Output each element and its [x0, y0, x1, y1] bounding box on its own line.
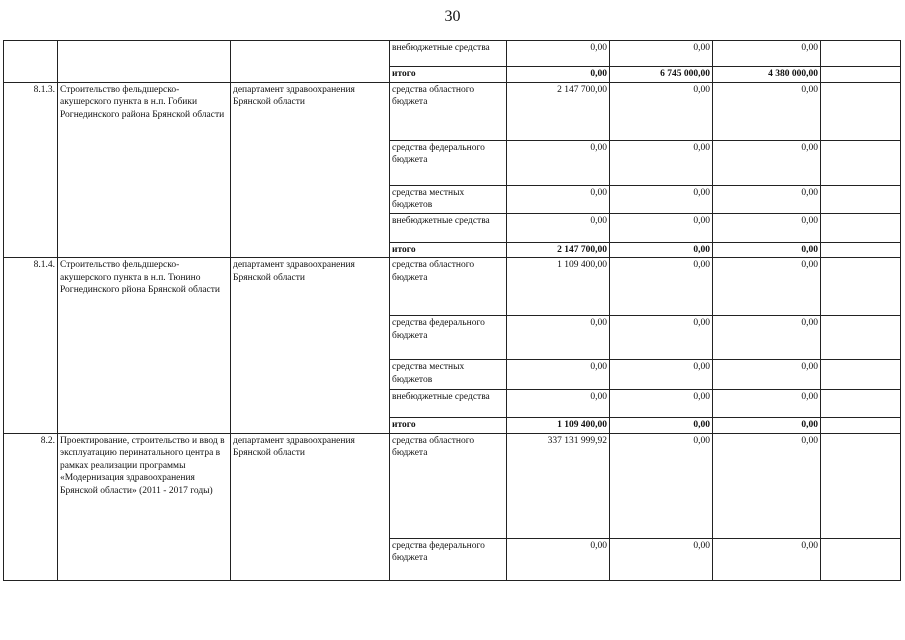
empty-cell	[821, 41, 901, 67]
empty-cell	[821, 418, 901, 434]
funding-source: средства местных бюджетов	[390, 185, 507, 213]
empty-cell	[821, 390, 901, 418]
funding-source: средства областного бюджета	[390, 258, 507, 316]
item-executor: департамент здравоохранения Брянской области	[231, 258, 390, 434]
empty-cell	[821, 258, 901, 316]
amount-col-3: 0,00	[713, 213, 821, 242]
budget-table	[3, 40, 901, 581]
page-number: 30	[444, 8, 461, 25]
amount-col-1: 0,00	[507, 213, 610, 242]
amount-col-2: 0,00	[610, 185, 713, 213]
empty-cell	[821, 433, 901, 538]
amount-col-1: 2 147 700,00	[507, 242, 610, 258]
amount-col-1: 0,00	[507, 316, 610, 360]
funding-source: средства федерального бюджета	[390, 316, 507, 360]
amount-col-2: 0,00	[610, 360, 713, 390]
item-name	[58, 41, 231, 83]
empty-cell	[821, 316, 901, 360]
item-name: Строительство фельдшерско-акушерского пункта в н.п. Гобики Рогнединского района Брянской области	[58, 82, 231, 258]
funding-source: внебюджетные средства	[390, 390, 507, 418]
amount-col-3: 0,00	[713, 316, 821, 360]
amount-col-1: 0,00	[507, 185, 610, 213]
amount-col-3: 0,00	[713, 538, 821, 580]
empty-cell	[821, 140, 901, 185]
table-row	[4, 258, 901, 316]
item-name: Проектирование, строительство и ввод в эксплуатацию перинатального центра в рамках реализации программы «Модернизация здравоохранения Брянской области» (2011 - 2017 годы)	[58, 433, 231, 580]
amount-col-1: 0,00	[507, 360, 610, 390]
funding-source: средства федерального бюджета	[390, 140, 507, 185]
funding-source: средства местных бюджетов	[390, 360, 507, 390]
funding-source: средства федерального бюджета	[390, 538, 507, 580]
amount-col-3: 0,00	[713, 258, 821, 316]
funding-source: итого	[390, 67, 507, 83]
amount-col-1: 0,00	[507, 390, 610, 418]
amount-col-3: 4 380 000,00	[713, 67, 821, 83]
amount-col-2: 0,00	[610, 390, 713, 418]
amount-col-1: 0,00	[507, 140, 610, 185]
amount-col-3: 0,00	[713, 390, 821, 418]
amount-col-3: 0,00	[713, 433, 821, 538]
amount-col-2: 6 745 000,00	[610, 67, 713, 83]
empty-cell	[821, 185, 901, 213]
amount-col-3: 0,00	[713, 140, 821, 185]
item-code: 8.1.3.	[4, 82, 58, 258]
item-code: 8.2.	[4, 433, 58, 580]
amount-col-3: 0,00	[713, 185, 821, 213]
amount-col-2: 0,00	[610, 258, 713, 316]
amount-col-2: 0,00	[610, 538, 713, 580]
amount-col-1: 0,00	[507, 67, 610, 83]
amount-col-3: 0,00	[713, 242, 821, 258]
item-code	[4, 41, 58, 83]
funding-source: внебюджетные средства	[390, 41, 507, 67]
empty-cell	[821, 538, 901, 580]
amount-col-1: 1 109 400,00	[507, 258, 610, 316]
funding-source: средства областного бюджета	[390, 82, 507, 140]
empty-cell	[821, 242, 901, 258]
amount-col-1: 0,00	[507, 41, 610, 67]
amount-col-2: 0,00	[610, 140, 713, 185]
amount-col-3: 0,00	[713, 41, 821, 67]
amount-col-1: 0,00	[507, 538, 610, 580]
amount-col-3: 0,00	[713, 418, 821, 434]
item-executor: департамент здравоохранения Брянской области	[231, 82, 390, 258]
item-executor: департамент здравоохранения Брянской области	[231, 433, 390, 580]
funding-source: итого	[390, 418, 507, 434]
empty-cell	[821, 67, 901, 83]
table-row	[4, 82, 901, 140]
amount-col-2: 0,00	[610, 41, 713, 67]
amount-col-1: 1 109 400,00	[507, 418, 610, 434]
item-name: Строительство фельдшерско-акушерского пункта в н.п. Тюнино Рогнединского рйона Брянской области	[58, 258, 231, 434]
amount-col-1: 337 131 999,92	[507, 433, 610, 538]
empty-cell	[821, 213, 901, 242]
amount-col-1: 2 147 700,00	[507, 82, 610, 140]
amount-col-2: 0,00	[610, 82, 713, 140]
amount-col-2: 0,00	[610, 418, 713, 434]
amount-col-3: 0,00	[713, 360, 821, 390]
table-row	[4, 433, 901, 538]
funding-source: средства областного бюджета	[390, 433, 507, 538]
empty-cell	[821, 360, 901, 390]
amount-col-2: 0,00	[610, 242, 713, 258]
item-executor	[231, 41, 390, 83]
amount-col-3: 0,00	[713, 82, 821, 140]
empty-cell	[821, 82, 901, 140]
funding-source: внебюджетные средства	[390, 213, 507, 242]
amount-col-2: 0,00	[610, 213, 713, 242]
table-row	[4, 41, 901, 67]
item-code: 8.1.4.	[4, 258, 58, 434]
amount-col-2: 0,00	[610, 433, 713, 538]
amount-col-2: 0,00	[610, 316, 713, 360]
funding-source: итого	[390, 242, 507, 258]
